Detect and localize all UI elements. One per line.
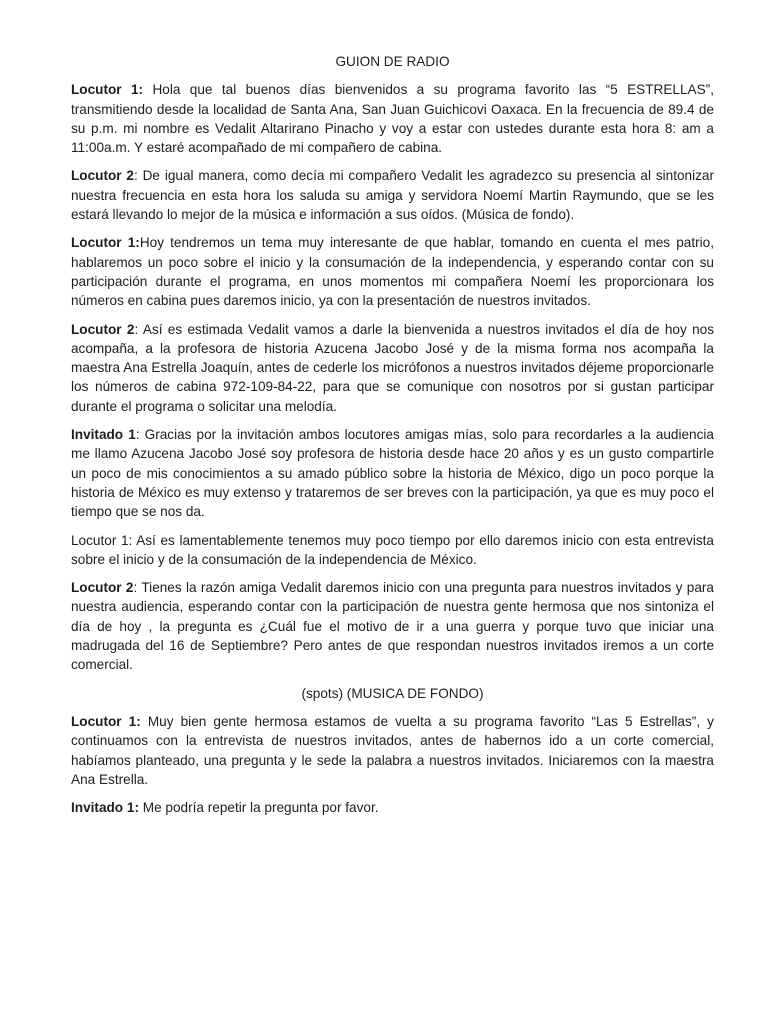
script-paragraph [71,798,714,817]
dialogue-text: Me podría repetir la pregunta por favor. [138,800,379,816]
speaker-label: Locutor 1: [71,82,144,98]
radio-script-page [71,52,714,826]
speaker-label: Locutor 2 [71,580,134,596]
dialogue-text: : De igual manera, como decía mi compañero Vedalit les agradezco su presencia al sintonizar nuestra frecuencia en esta hora los saluda su amiga y servidora Noemí Martin Raymundo, que se les estará llevando lo mejor de la música e información a sus oídos. (Música de fondo). [71,168,714,223]
document-title: GUION DE RADIO [335,54,450,69]
speaker-label: Locutor 1: [71,235,140,251]
dialogue-text: Muy bien gente hermosa estamos de vuelta a su programa favorito “Las 5 Estrellas”, y continuamos con la entrevista de nuestros invitados, antes de habernos ido a un corte comercial, habíamos planteado, una pregunta y le sede la palabra a nuestros invitados. Iniciaremos con la maestra Ana Estrella. [71,713,714,787]
stage-direction: (spots) (MUSICA DE FONDO) [301,685,484,701]
script-paragraph [71,531,714,570]
dialogue-text: : Gracias por la invitación ambos locutores amigas mías, solo para recordarles a la audiencia me llamo Azucena Jacobo José soy profesora de historia desde hace 20 años y es un gusto compartirle un poco de mis conocimientos a su amado público sobre la historia de México, digo un poco porque la historia de México es muy extenso y trataremos de ser breves con la participación, ya que es muy poco el tiempo que se nos da. [71,427,714,520]
script-paragraph [71,712,714,789]
speaker-label: Locutor 2 [71,168,134,184]
dialogue-text: : Así es estimada Vedalit vamos a darle la bienvenida a nuestros invitados el día de hoy nos acompaña, a la profesora de historia Azucena Jacobo José y de la misma forma nos acompaña la maestra Ana Estrella Joaquín, antes de cederle los micrófonos a nuestros invitados déjeme proporcionarle los números de cabina 972-109-84-22, para que se comunique con nosotros por si gustan participar durante el programa o solicitar una melodía. [71,321,714,414]
script-paragraph [71,233,714,310]
dialogue-text: Locutor 1: Así es lamentablemente tenemos muy poco tiempo por ello daremos inicio con esta entrevista sobre el inicio y de la consumación de la independencia de México. [71,532,714,567]
speaker-label: Invitado 1 [71,427,136,443]
script-paragraph [71,578,714,674]
dialogue-text: : Tienes la razón amiga Vedalit daremos inicio con una pregunta para nuestros invitados y para nuestra audiencia, esperando contar con la participación de nuestra gente hermosa que nos sintoniza el día de hoy , la pregunta es ¿Cuál fue el motivo de ir a una guerra y porque tuvo que iniciar una madrugada del 16 de Septiembre? Pero antes de que respondan nuestros invitados iremos a un corte comercial. [71,580,714,673]
script-paragraph [71,425,714,521]
script-paragraph [71,166,714,224]
speaker-label: Invitado 1: [71,800,139,816]
speaker-label: Locutor 1: [71,713,141,729]
dialogue-text: Hola que tal buenos días bienvenidos a su programa favorito las “5 ESTRELLAS”, transmitiendo desde la localidad de Santa Ana, San Juan Guichicovi Oaxaca. En la frecuencia de 89.4 de su p.m. mi nombre es Vedalit Altarirano Pinacho y voy a estar con ustedes durante esta hora 8: am a 11:00a.m. Y estaré acompañado de mi compañero de cabina. [71,82,714,156]
dialogue-text: Hoy tendremos un tema muy interesante de que hablar, tomando en cuenta el mes patrio, hablaremos un poco sobre el inicio y la consumación de la independencia, y esperando contar con su participación durante el programa, en unos momentos mi compañera Noemí les proporcionara los números en cabina pues daremos inicio, ya con la presentación de nuestros invitados. [71,235,714,309]
script-paragraph [71,80,714,157]
speaker-label: Locutor 2 [71,321,135,337]
script-paragraph [71,320,714,416]
